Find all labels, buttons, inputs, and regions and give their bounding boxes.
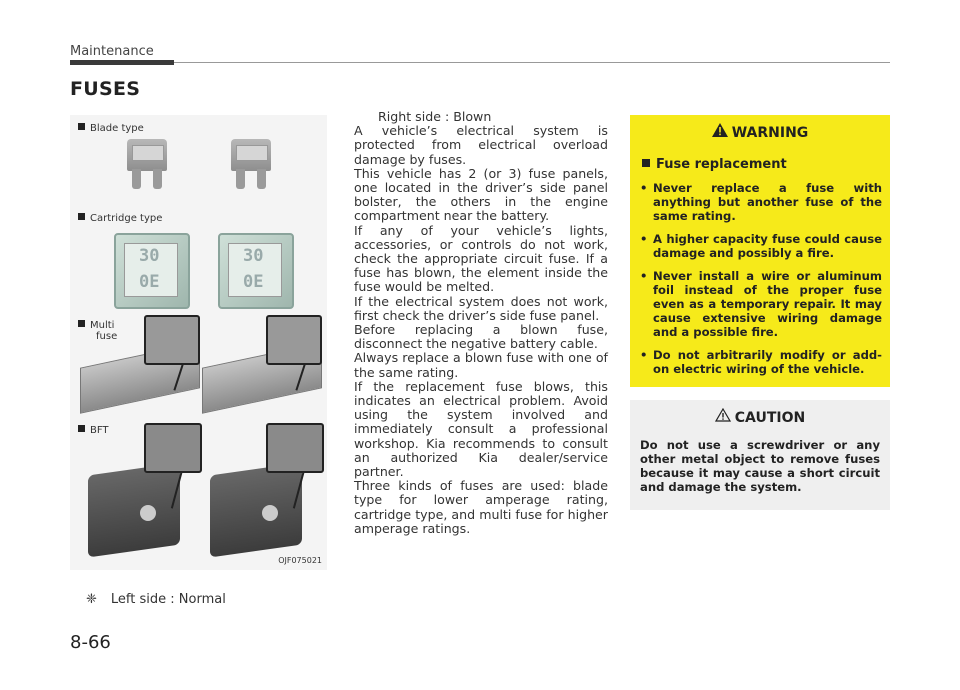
figure-label-cartridge: [78, 213, 162, 224]
warning-item: • A higher capacity fuse could cause damage and possibly a fire.: [640, 232, 882, 260]
figure-label-blade-text: Blade type: [90, 123, 144, 134]
figure-label-cartridge-text: Cartridge type: [90, 213, 163, 224]
warning-item: • Never replace a fuse with anything but another fuse of the same rating.: [640, 181, 882, 223]
cartridge-code-text: 0E: [139, 272, 160, 292]
warning-triangle-icon: [712, 123, 728, 141]
figure-label-multi-text: Multi: [90, 320, 115, 331]
caution-box: [630, 400, 890, 510]
caution-text: Do not use a screwdriver or any other metal object to remove fuses because it may cause a short circuit and damage the system.: [640, 438, 880, 494]
blade-fuse-normal-image: [124, 139, 170, 189]
paragraph: Right side : Blown: [378, 109, 492, 124]
cartridge-fuse-normal-image: [114, 233, 190, 309]
page-number: 8-66: [70, 632, 111, 653]
note-text: Left side : Normal: [110, 592, 226, 607]
section-divider: [174, 62, 890, 63]
section-header: Maintenance: [70, 44, 154, 59]
square-bullet-icon: [78, 213, 85, 220]
caution-triangle-icon: [715, 408, 731, 426]
caution-heading: [630, 408, 890, 426]
caution-title: CAUTION: [734, 410, 806, 426]
warning-subtitle-text: Fuse replacement: [656, 157, 787, 172]
paragraph: A vehicle’s electrical system is protected from electrical overload damage by fuses.: [354, 123, 608, 167]
paragraph: If the replacement fuse blows, this indicates an electrical problem. Avoid using the system involved and immediately consult a professional workshop. Kia recommends to consult an authorized Kia dealer/service partner.: [354, 378, 608, 480]
figure-label-blade: [78, 123, 144, 134]
warning-title: WARNING: [731, 125, 809, 141]
warning-list: [640, 181, 882, 385]
cartridge-rating-text: 30: [139, 246, 160, 266]
fuse-figure: [70, 115, 327, 570]
figure-label-multi-text2: fuse: [96, 331, 118, 342]
paragraph: Before replacing a blown fuse, disconnect the negative battery cable.: [354, 322, 608, 352]
square-bullet-icon: [78, 123, 85, 130]
bft-fuse-blown-image: [204, 423, 324, 558]
warning-item: • Do not arbitrarily modify or add-on electric wiring of the vehicle.: [640, 348, 882, 376]
figure-note: [86, 592, 226, 607]
paragraph: This vehicle has 2 (or 3) fuse panels, one located in the driver’s side panel bolster, the others in the engine compartment near the battery.: [354, 165, 608, 224]
body-text: [354, 110, 608, 536]
paragraph: Always replace a blown fuse with one of the same rating.: [354, 350, 608, 380]
warning-box: [630, 115, 890, 387]
blade-fuse-blown-image: [228, 139, 274, 189]
square-bullet-icon: [642, 159, 650, 167]
bft-fuse-normal-image: [82, 423, 202, 558]
figure-id: OJF075021: [278, 556, 322, 565]
cartridge-rating-text: 30: [243, 246, 264, 266]
figure-label-bft-text: BFT: [90, 425, 109, 436]
cartridge-code-text: 0E: [243, 272, 264, 292]
page-title: FUSES: [70, 78, 141, 100]
note-symbol-icon: ❈: [86, 592, 97, 607]
paragraph: If the electrical system does not work, first check the driver’s side fuse panel.: [354, 293, 608, 323]
paragraph: If any of your vehicle’s lights, accessories, or controls do not work, check the appropriate circuit fuse. If a fuse has blown, the element inside the fuse would be melted.: [354, 222, 608, 295]
warning-subtitle: [642, 157, 787, 172]
warning-heading: [630, 123, 890, 141]
cartridge-fuse-blown-image: [218, 233, 294, 309]
warning-item: • Never install a wire or aluminum foil instead of the proper fuse even as a temporary repair. It may cause extensive wiring damage and a possible fire.: [640, 269, 882, 339]
section-bar: [70, 60, 174, 65]
paragraph: Three kinds of fuses are used: blade type for lower amperage rating, cartridge type, and multi fuse for higher amperage ratings.: [354, 478, 608, 536]
multi-fuse-normal-image: [80, 315, 200, 410]
multi-fuse-blown-image: [202, 315, 322, 410]
